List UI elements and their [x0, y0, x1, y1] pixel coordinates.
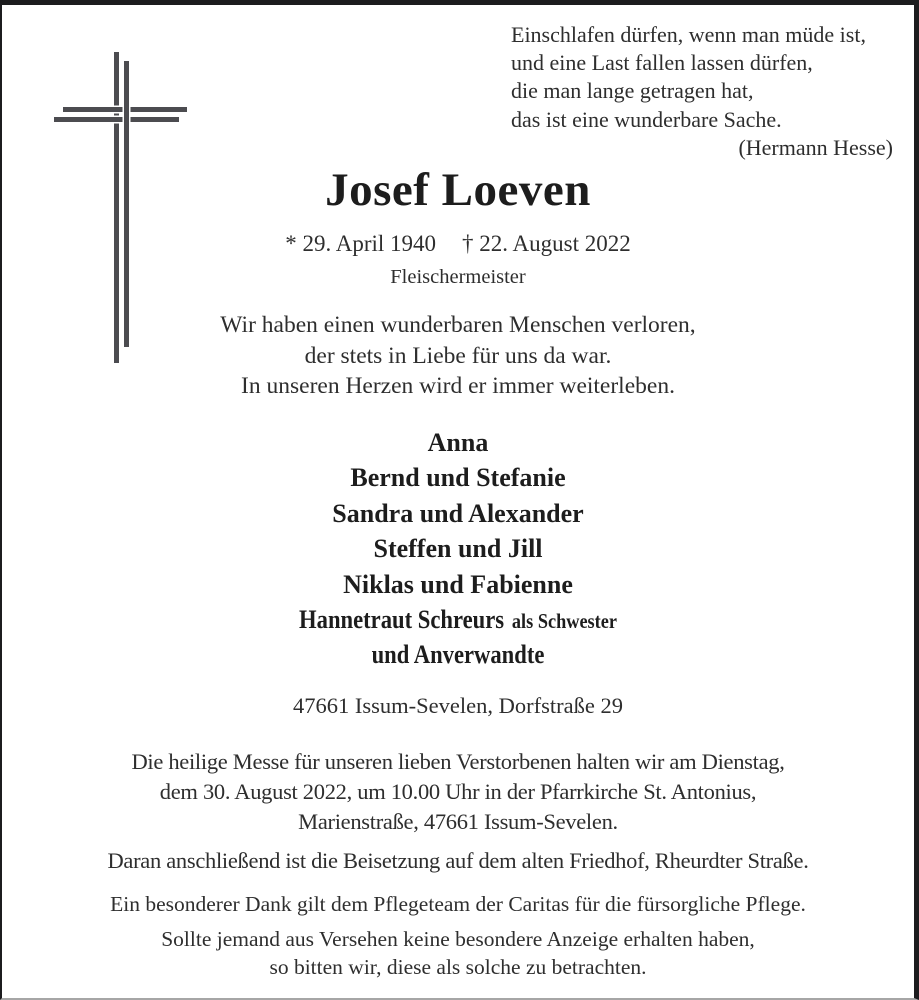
closing-line: Sollte jemand aus Versehen keine besondere Anzeige erhalten haben, [161, 927, 755, 951]
mourner-name: Bernd und Stefanie [350, 463, 566, 493]
cross-vertical-bar-right [124, 61, 129, 347]
mourner-row [2, 461, 914, 496]
service-line: Die heilige Messe für unseren lieben Verstorbenen halten wir am Dienstag, [131, 749, 785, 774]
tribute-paragraph [2, 310, 914, 402]
tribute-line: der stets in Liebe für uns da war. [304, 342, 612, 369]
mourners-list [2, 426, 914, 674]
quote-line: und eine Last fallen lassen dürfen, [511, 50, 813, 76]
mourner-name: Anna [427, 428, 489, 457]
mourner-row [2, 497, 914, 532]
quote-line: das ist eine wunderbare Sache. [511, 106, 782, 132]
service-line: dem 30. August 2022, um 10.00 Uhr in der Pfarrkirche St. Antonius, [159, 778, 757, 804]
mourner-row [2, 426, 914, 461]
cross-horizontal-bar-lower [54, 117, 179, 122]
quote-line: Einschlafen dürfen, wenn man müde ist, [511, 22, 866, 47]
service-line: Marienstraße, 47661 Issum-Sevelen. [298, 808, 618, 834]
deceased-name: Josef Loeven [325, 164, 591, 216]
mourner-row [2, 532, 914, 567]
thanks-note: Ein besonderer Dank gilt dem Pflegeteam der Caritas für die fürsorgliche Pflege. [110, 892, 806, 916]
mourner-name: und Anverwandte [371, 640, 545, 670]
tribute-line: Wir haben einen wunderbaren Menschen verloren, [220, 312, 696, 338]
service-announcement [2, 747, 914, 836]
mourner-row [2, 568, 914, 603]
opening-quote [511, 21, 893, 162]
death-date: † 22. August 2022 [462, 231, 631, 256]
mourner-name: Sandra und Alexander [332, 498, 584, 528]
closing-note [2, 925, 914, 981]
tribute-line: In unseren Herzen wird er immer weiterleben. [241, 373, 675, 399]
mourner-row [61, 603, 854, 638]
burial-announcement: Daran anschließend ist die Beisetzung auf dem alten Friedhof, Rheurdter Straße. [107, 848, 809, 873]
mourner-suffix: als Schwester [511, 609, 617, 634]
mourner-name: Hannetraut Schreurs [299, 605, 505, 635]
birth-date: * 29. April 1940 [285, 231, 437, 256]
deceased-profession: Fleischermeister [390, 266, 526, 288]
quote-attribution: (Hermann Hesse) [738, 134, 893, 160]
life-dates [2, 231, 914, 257]
mourner-row [61, 638, 854, 673]
mourner-name: Steffen und Jill [373, 534, 543, 564]
cross-vertical-bar-left [114, 52, 119, 363]
family-address: 47661 Issum-Sevelen, Dorfstraße 29 [293, 693, 623, 718]
closing-line: so bitten wir, diese als solche zu betrachten. [269, 955, 647, 979]
mourner-name: Niklas und Fabienne [343, 569, 573, 599]
quote-line: die man lange getragen hat, [511, 78, 754, 104]
